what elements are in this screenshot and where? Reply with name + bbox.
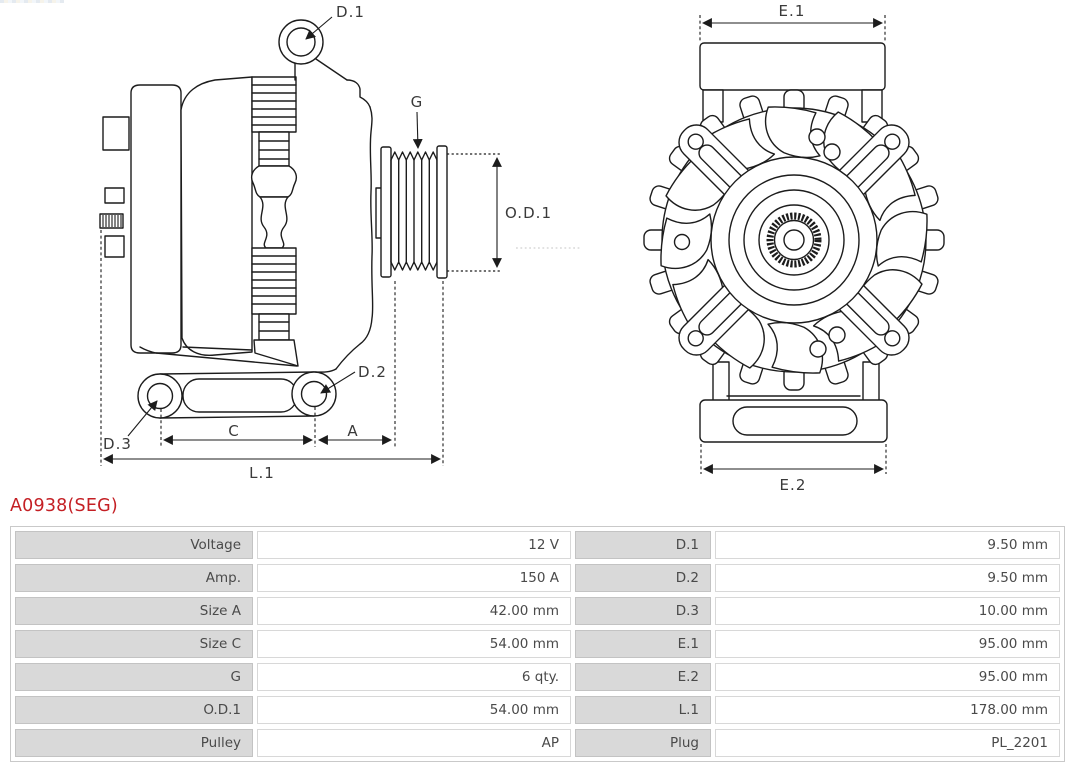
spec-value-cell: 42.00 mm bbox=[257, 597, 571, 625]
spec-label-cell: Amp. bbox=[15, 564, 253, 592]
spec-label-cell: E.2 bbox=[575, 663, 711, 691]
spec-value-cell: 9.50 mm bbox=[715, 564, 1060, 592]
spec-value-cell: 95.00 mm bbox=[715, 630, 1060, 658]
spec-value-cell: AP bbox=[257, 729, 571, 757]
spec-label-cell: D.2 bbox=[575, 564, 711, 592]
spec-value-cell: 178.00 mm bbox=[715, 696, 1060, 724]
dim-OD1 bbox=[497, 158, 552, 267]
spec-value-cell: 150 A bbox=[257, 564, 571, 592]
spec-label-cell: E.1 bbox=[575, 630, 711, 658]
dim-label-d1: D.1 bbox=[336, 3, 366, 21]
spec-label-cell: Size A bbox=[15, 597, 253, 625]
dim-E2 bbox=[701, 444, 886, 494]
spec-label-cell: D.1 bbox=[575, 531, 711, 559]
dim-label-l1: L.1 bbox=[249, 464, 275, 482]
dim-label-a: A bbox=[347, 422, 359, 440]
dim-A bbox=[319, 422, 391, 440]
part-code-title: A0938(SEG) bbox=[10, 496, 118, 516]
spec-label-cell: D.3 bbox=[575, 597, 711, 625]
spec-label-cell: Pulley bbox=[15, 729, 253, 757]
spec-value-cell: 6 qty. bbox=[257, 663, 571, 691]
dim-label-d2: D.2 bbox=[358, 363, 388, 381]
spec-label-cell: Size C bbox=[15, 630, 253, 658]
spec-value-cell: 9.50 mm bbox=[715, 531, 1060, 559]
spec-table bbox=[10, 526, 1065, 762]
spec-label-cell: G bbox=[15, 663, 253, 691]
alternator-side-view bbox=[100, 3, 582, 482]
alternator-front-view bbox=[644, 2, 944, 494]
spec-label-cell: Plug bbox=[575, 729, 711, 757]
spec-value-cell: 10.00 mm bbox=[715, 597, 1060, 625]
spec-label-cell: O.D.1 bbox=[15, 696, 253, 724]
spec-value-cell: 12 V bbox=[257, 531, 571, 559]
dim-E1 bbox=[700, 2, 885, 42]
dim-label-g: G bbox=[410, 93, 424, 111]
dim-label-d3: D.3 bbox=[103, 435, 133, 453]
leader-G bbox=[411, 93, 424, 148]
spec-value-cell: 54.00 mm bbox=[257, 696, 571, 724]
dim-label-c: C bbox=[228, 422, 240, 440]
dim-C bbox=[164, 422, 312, 440]
dim-L1 bbox=[104, 459, 440, 482]
spec-label-cell: Voltage bbox=[15, 531, 253, 559]
connector-hatch bbox=[103, 215, 121, 227]
spec-value-cell: 95.00 mm bbox=[715, 663, 1060, 691]
spec-value-cell: 54.00 mm bbox=[257, 630, 571, 658]
dim-label-e1: E.1 bbox=[778, 2, 806, 20]
spec-value-cell: PL_2201 bbox=[715, 729, 1060, 757]
dim-label-e2: E.2 bbox=[779, 476, 807, 494]
dim-label-od1: O.D.1 bbox=[505, 204, 553, 222]
spec-label-cell: L.1 bbox=[575, 696, 711, 724]
